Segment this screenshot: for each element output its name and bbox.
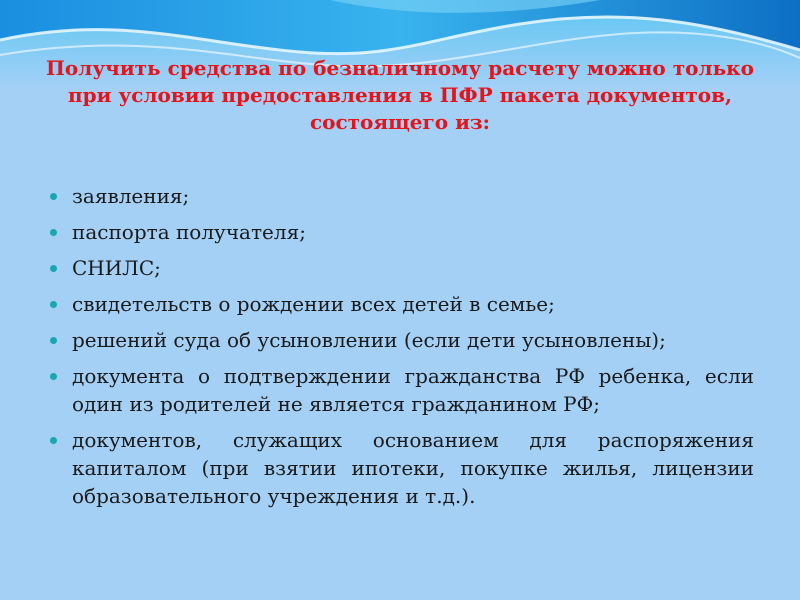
list-item-text: СНИЛС; — [72, 256, 161, 280]
list-item — [50, 218, 754, 246]
list-item-text: документов, служащих основанием для распоряжения капиталом (при взятии ипотеки, покупке жилья, лицензии образовательного учреждения и т.д.). — [72, 428, 754, 508]
bullet-icon — [50, 265, 57, 272]
list-item-text: заявления; — [72, 184, 190, 208]
list-item — [50, 326, 754, 354]
list-item-text: свидетельств о рождении всех детей в семье; — [72, 292, 555, 316]
list-item — [50, 426, 754, 510]
bullet-icon — [50, 373, 57, 380]
list-item-text: решений суда об усыновлении (если дети усыновлены); — [72, 328, 666, 352]
bullet-icon — [50, 337, 57, 344]
bullet-icon — [50, 301, 57, 308]
list-item-text: документа о подтверждении гражданства РФ ребенка, если один из родителей не является гражданином РФ; — [72, 364, 754, 416]
list-item — [50, 254, 754, 282]
list-item — [50, 290, 754, 318]
bullet-icon — [50, 437, 57, 444]
list-item-text: паспорта получателя; — [72, 220, 306, 244]
bullet-icon — [50, 193, 57, 200]
bullet-icon — [50, 229, 57, 236]
list-item — [50, 362, 754, 418]
list-item — [50, 182, 754, 210]
document-list — [50, 182, 754, 518]
slide-title: Получить средства по безналичному расчету можно только при условии предоставления в ПФР пакета документов, состоящего из: — [46, 56, 754, 134]
